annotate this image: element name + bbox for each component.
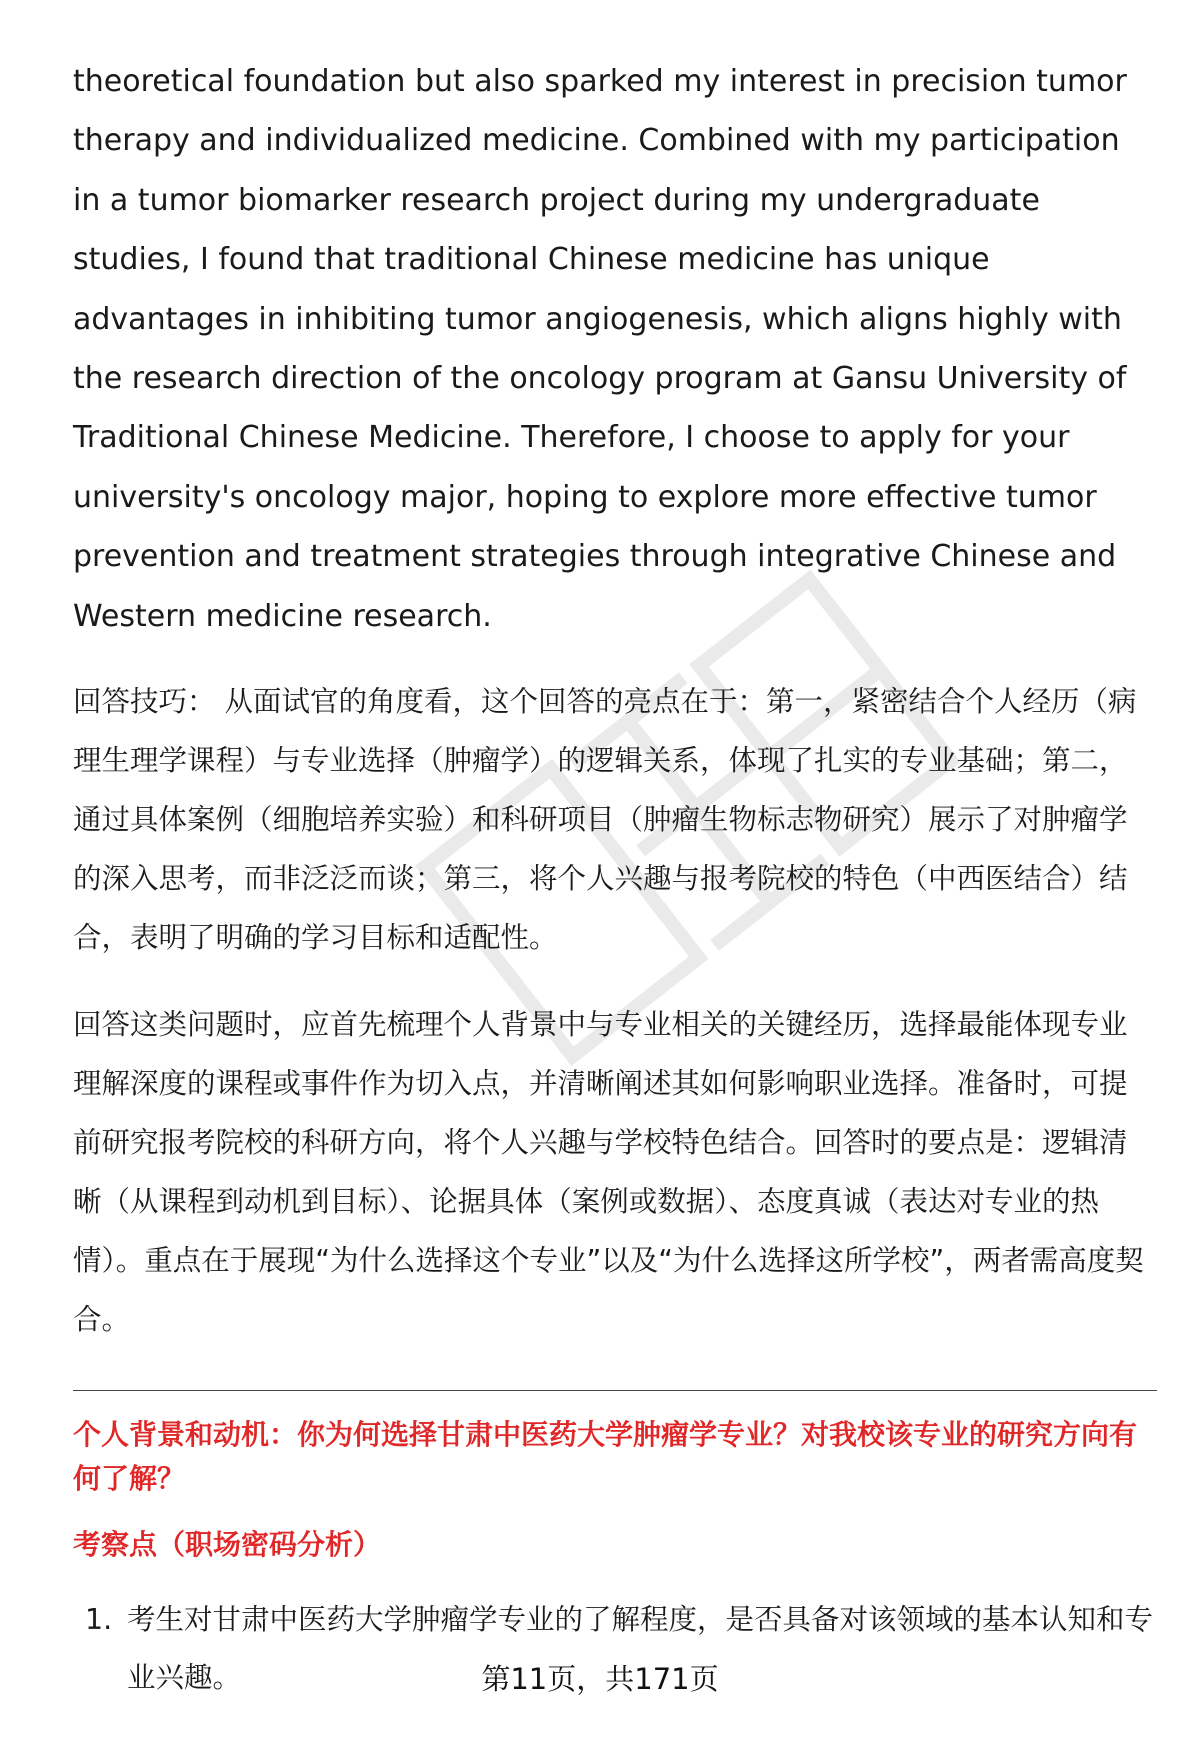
answer-tip-paragraph: 回答技巧： 从面试官的角度看，这个回答的亮点在于：第一，紧密结合个人经历（病理生理学课程）与专业选择（肿瘤学）的逻辑关系，体现了扎实的专业基础；第二，通过具体案例（细胞培养实验）和科研项目（肿瘤生物标志物研究）展示了对肿瘤学的深入思考，而非泛泛而谈；第三，将个人兴趣与报考院校的特色（中西医结合）结合，表明了明确的学习目标和适配性。 xyxy=(73,685,1137,955)
list-item-number: 1. xyxy=(85,1603,113,1637)
question-title: 个人背景和动机：你为何选择甘肃中医药大学肿瘤学专业？对我校该专业的研究方向有何了解？ xyxy=(73,1418,1138,1496)
section-divider xyxy=(73,1390,1157,1391)
answer-english-paragraph: theoretical foundation but also sparked my interest in precision tumor therapy and individualized medicine. Combined with my participation in a tumor biomarker research project during my undergraduate studies, I found that traditional Chinese medicine has unique advantages in inhibiting tumor angiogenesis, which aligns highly with the research direction of the oncology program at Gansu University of Traditional Chinese Medicine. Therefore, I choose to apply for your university's oncology major, hoping to explore more effective tumor prevention and treatment strategies through integrative Chinese and Western medicine research. xyxy=(73,64,1127,634)
assessment-heading: 考察点（职场密码分析） xyxy=(73,1528,382,1562)
page-content xyxy=(73,52,1153,1707)
list-item-text: 考生对甘肃中医药大学肿瘤学专业的了解程度，是否具备对该领域的基本认知和专业兴趣。 xyxy=(127,1603,1154,1695)
page-footer: 第11页，共171页 xyxy=(481,1662,719,1696)
answer-guide-paragraph: 回答这类问题时，应首先梳理个人背景中与专业相关的关键经历，选择最能体现专业理解深度的课程或事件作为切入点，并清晰阐述其如何影响职业选择。准备时，可提前研究报考院校的科研方向，将个人兴趣与学校特色结合。回答时的要点是：逻辑清晰（从课程到动机到目标）、论据具体（案例或数据）、态度真诚（表达对专业的热情）。重点在于展现“为什么选择这个专业”以及“为什么选择这所学校”，两者需高度契合。 xyxy=(73,1008,1144,1337)
